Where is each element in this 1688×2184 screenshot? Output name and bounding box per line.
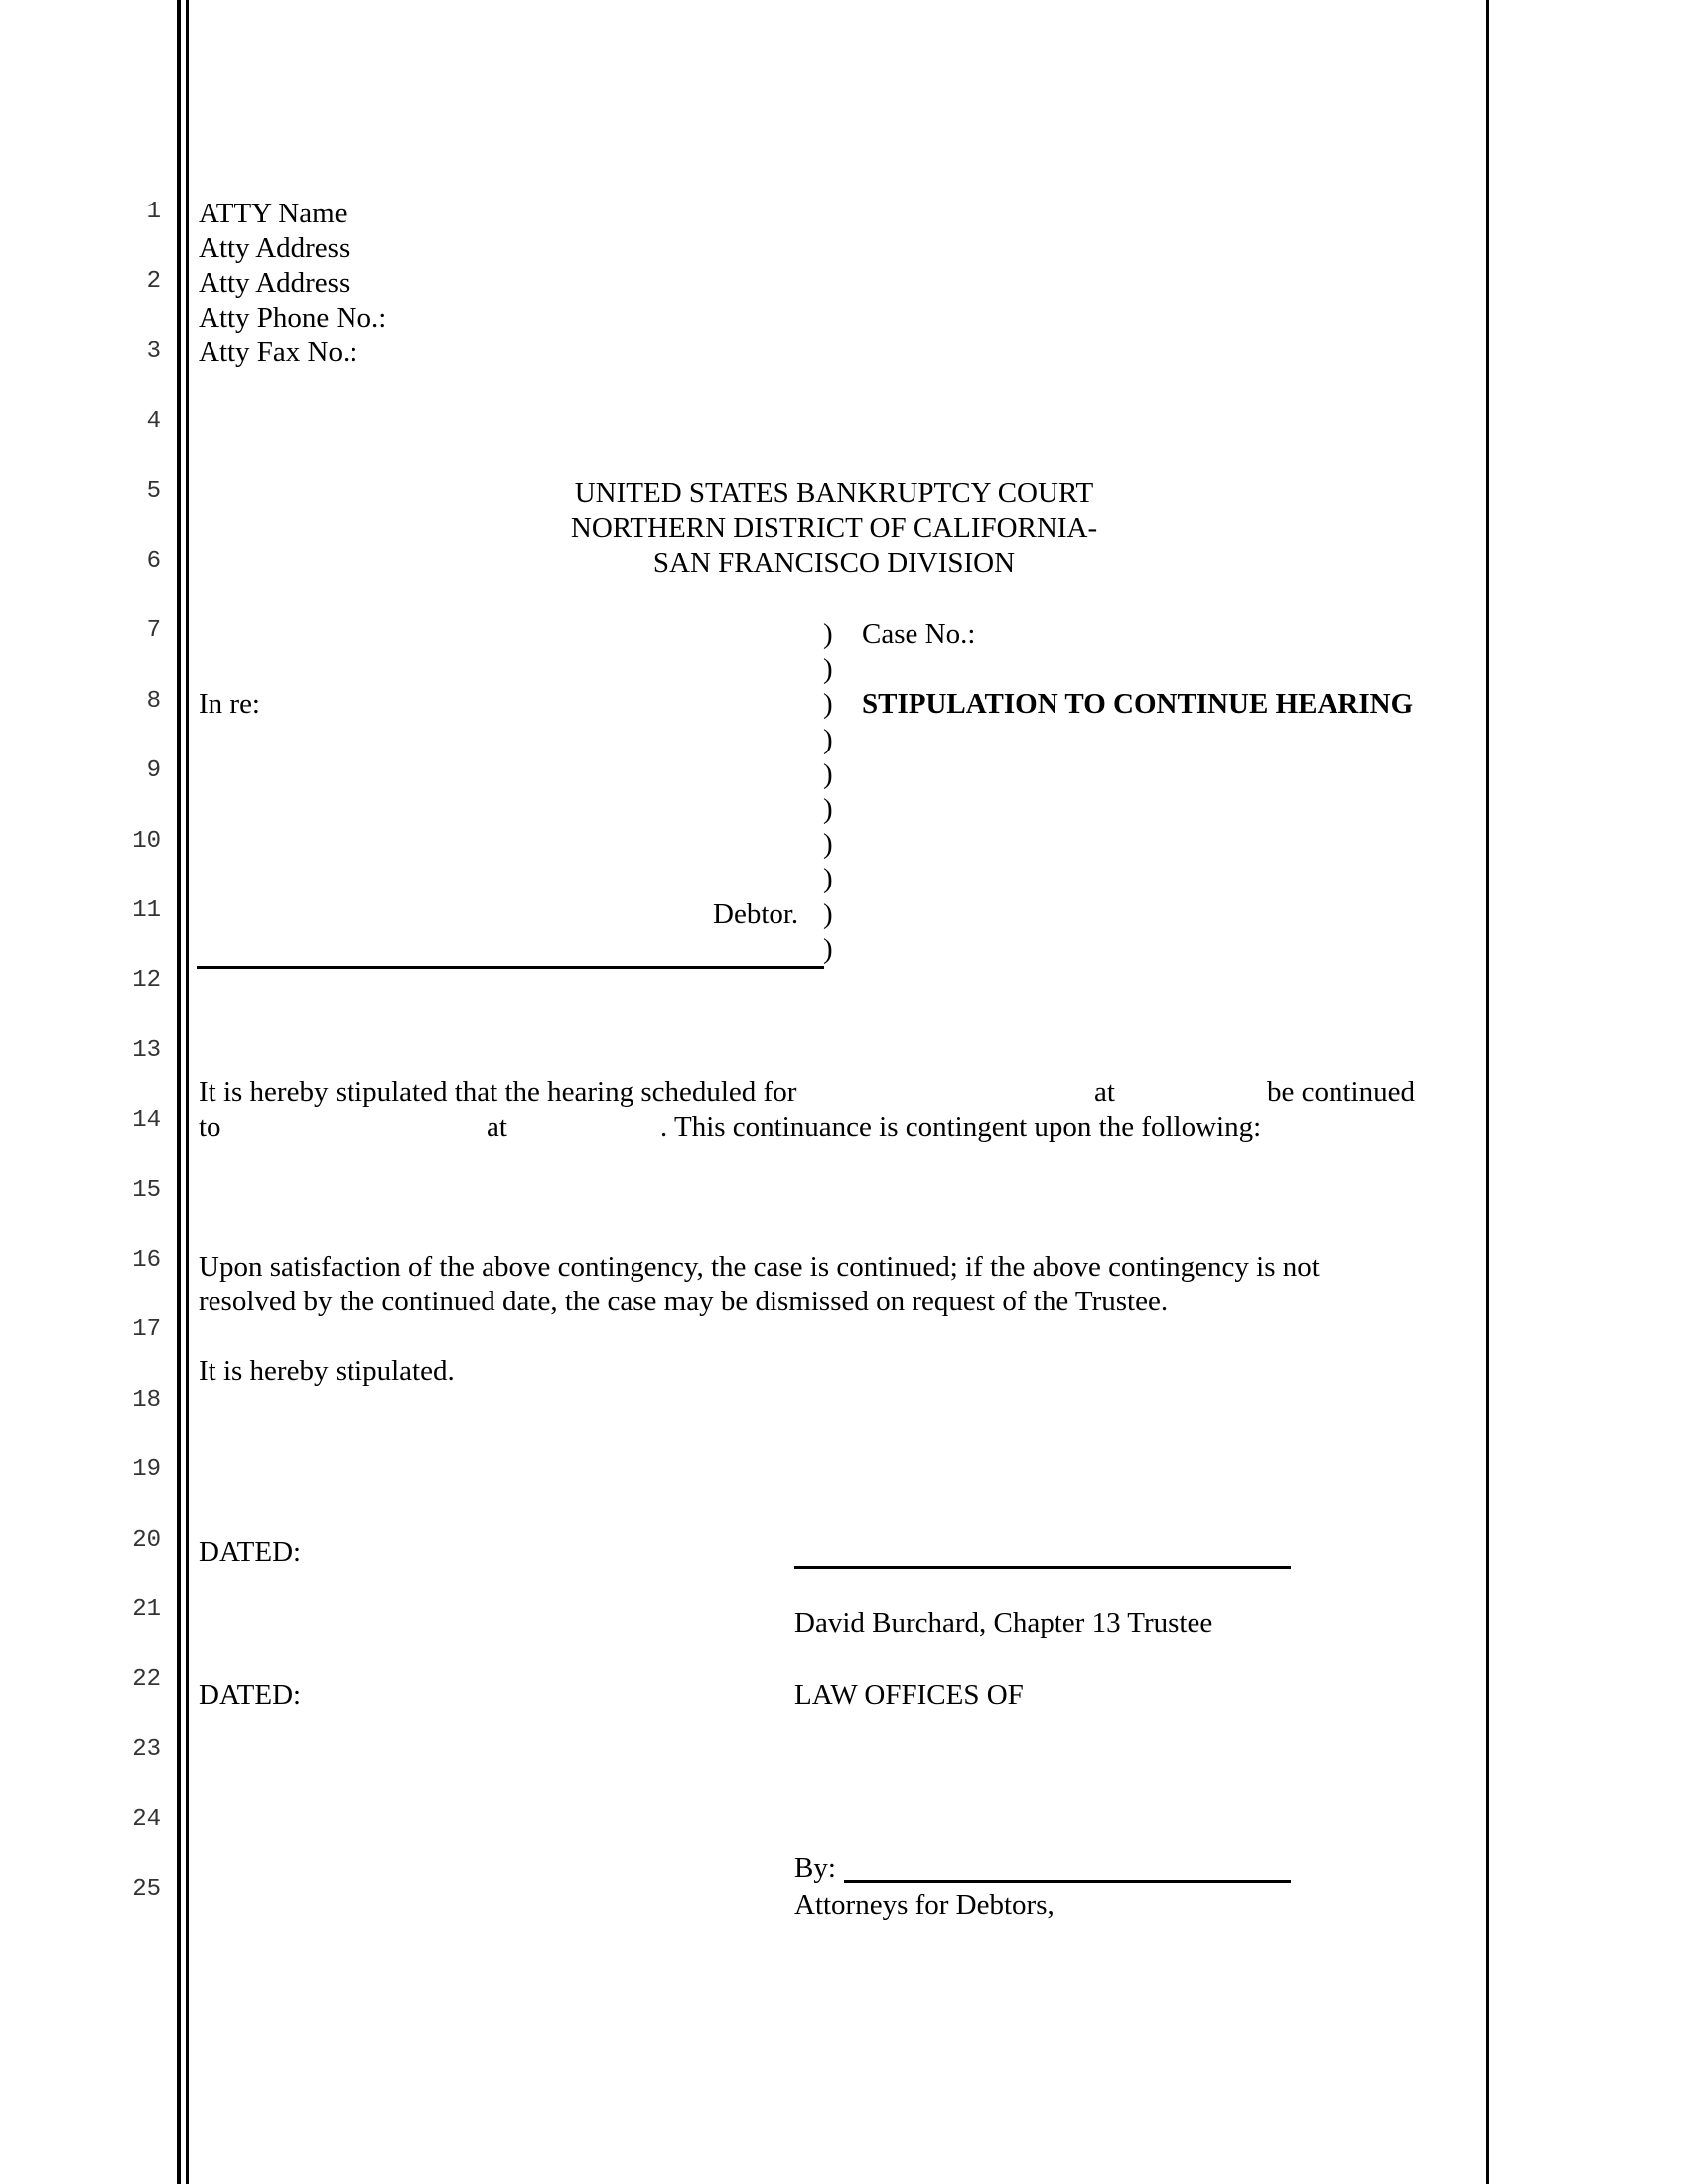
caption-paren: )	[823, 618, 833, 650]
caption-paren: )	[823, 653, 833, 686]
court-district: NORTHERN DISTRICT OF CALIFORNIA-	[570, 512, 1098, 544]
dated-label-attorney: DATED:	[199, 1679, 302, 1710]
stipulated-statement: It is hereby stipulated.	[199, 1355, 455, 1387]
trustee-signature-line	[794, 1566, 1291, 1569]
line-number: 17	[132, 1316, 161, 1344]
by-label: By:	[794, 1852, 836, 1884]
line-number: 20	[132, 1526, 161, 1554]
line-number: 25	[132, 1875, 161, 1903]
line-number: 14	[132, 1107, 161, 1135]
line-number: 22	[132, 1666, 161, 1694]
attorneys-for-debtors-label: Attorneys for Debtors,	[794, 1889, 1055, 1921]
line-number: 1	[146, 199, 161, 225]
line-number: 9	[146, 757, 161, 785]
satisfaction-paragraph-line-1: Upon satisfaction of the above contingency, the case is continued; if the above contingency is not	[199, 1251, 1320, 1283]
attorney-phone: Atty Phone No.:	[199, 302, 387, 334]
caption-paren: )	[823, 828, 833, 861]
line-number: 6	[146, 548, 161, 575]
contingency-intro-text: . This continuance is contingent upon the following:	[660, 1111, 1262, 1143]
attorney-address-2: Atty Address	[199, 267, 351, 299]
continued-to-text: to	[199, 1111, 221, 1143]
case-number-label: Case No.:	[862, 618, 976, 650]
line-number: 8	[146, 687, 161, 715]
line-number: 12	[132, 967, 161, 995]
hearing-intro-text: It is hereby stipulated that the hearing scheduled for	[199, 1076, 797, 1108]
hearing-at-text: at	[1094, 1076, 1115, 1108]
court-division: SAN FRANCISCO DIVISION	[652, 547, 1016, 579]
line-number: 19	[132, 1456, 161, 1484]
caption-paren: )	[823, 793, 833, 825]
line-number: 7	[146, 617, 161, 645]
caption-paren: )	[823, 897, 833, 930]
line-number: 23	[132, 1735, 161, 1763]
line-number: 4	[146, 408, 161, 436]
line-number: 11	[132, 897, 161, 924]
dated-label-trustee: DATED:	[199, 1536, 302, 1568]
caption-paren: )	[823, 688, 833, 721]
satisfaction-paragraph-line-2: resolved by the continued date, the case may be dismissed on request of the Trustee.	[199, 1286, 1169, 1317]
line-number: 3	[146, 338, 161, 365]
caption-paren: )	[823, 723, 833, 755]
left-margin-rule-inner	[186, 0, 189, 2184]
caption-underline	[197, 966, 824, 969]
line-number: 2	[146, 268, 161, 296]
line-number: 13	[132, 1036, 161, 1064]
attorney-name: ATTY Name	[199, 198, 348, 229]
line-number: 10	[132, 827, 161, 855]
debtor-label: Debtor.	[713, 898, 799, 930]
trustee-name: David Burchard, Chapter 13 Trustee	[794, 1607, 1213, 1639]
line-number: 16	[132, 1247, 161, 1274]
law-offices-label: LAW OFFICES OF	[794, 1679, 1024, 1710]
line-number: 18	[132, 1386, 161, 1414]
line-number: 21	[132, 1596, 161, 1623]
caption-paren: )	[823, 757, 833, 790]
continued-at-text: at	[487, 1111, 507, 1143]
be-continued-text: be continued	[1267, 1076, 1415, 1108]
attorney-fax: Atty Fax No.:	[199, 337, 358, 368]
right-margin-rule	[1486, 0, 1489, 2184]
in-re-label: In re:	[199, 688, 260, 720]
document-title: STIPULATION TO CONTINUE HEARING	[862, 688, 1414, 720]
line-number: 5	[146, 478, 161, 505]
court-name: UNITED STATES BANKRUPTCY COURT	[574, 478, 1094, 509]
attorney-signature-line	[844, 1880, 1291, 1883]
line-number: 24	[132, 1806, 161, 1834]
line-number: 15	[132, 1176, 161, 1204]
left-margin-rule-outer	[177, 0, 181, 2184]
caption-paren: )	[823, 932, 833, 965]
attorney-address-1: Atty Address	[199, 232, 351, 264]
caption-paren: )	[823, 863, 833, 895]
